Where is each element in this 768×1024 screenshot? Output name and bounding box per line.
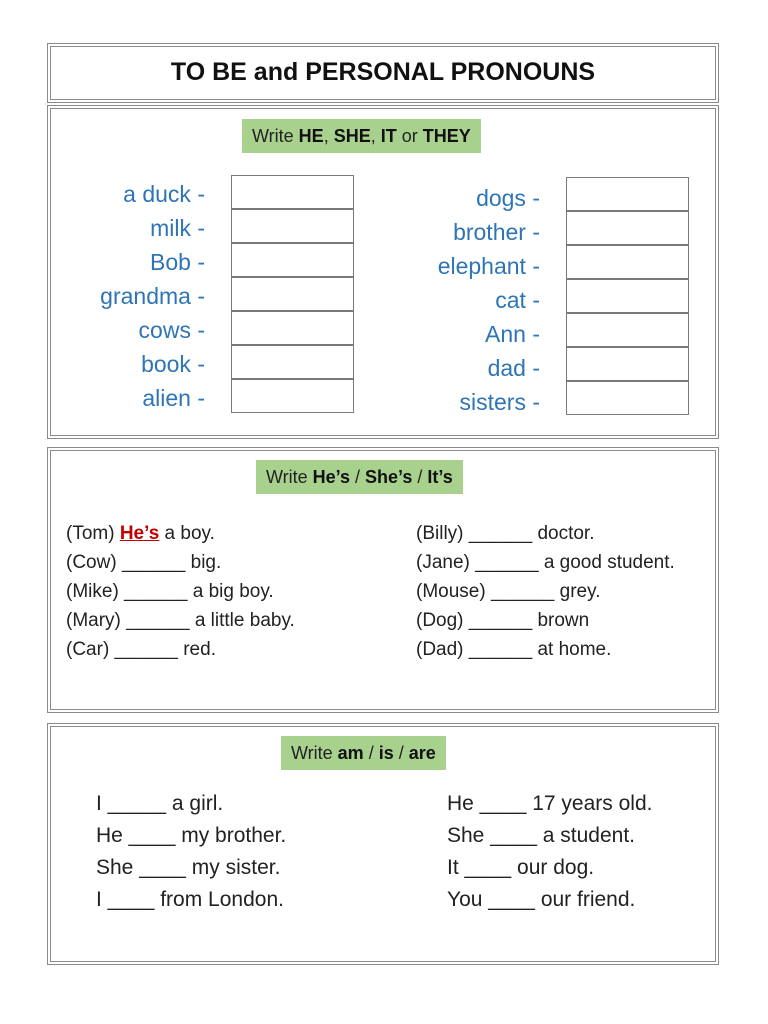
instruction-sep: / [393,743,409,763]
instruction-she: SHE [333,126,371,146]
exercise-sentence: You ____ our friend. [447,888,636,911]
contraction-section [50,450,716,710]
left-word: a duck - [123,181,205,207]
instruction-sep: / [412,467,428,487]
exercise-sentence: (Mary) ______ a little baby. [66,610,295,631]
exercise-sentence: (Mike) ______ a big boy. [66,581,274,602]
instruction-sep: or [396,126,423,146]
sentence-prefix: (Tom) [66,523,120,544]
exercise-sentence [66,519,215,548]
left-word: grandma - [100,283,205,309]
exercise-sentence: (Dad) ______ at home. [416,639,612,660]
to-be-instruction [281,736,446,770]
answer-box[interactable] [566,381,689,415]
instruction-they: THEY [422,126,471,146]
instruction-am: am [337,743,364,763]
instruction-sep: / [363,743,379,763]
answer-box[interactable] [231,345,354,379]
right-word: Ann - [485,321,540,347]
answer-box[interactable] [566,177,689,211]
exercise-sentence: (Billy) ______ doctor. [416,523,595,544]
answer-box[interactable] [566,313,689,347]
exercise-sentence: (Dog) ______ brown [416,610,590,631]
instruction-sep: , [323,126,334,146]
exercise-sentence: (Mouse) ______ grey. [416,581,601,602]
exercise-sentence: She ____ a student. [447,824,635,847]
answer-box[interactable] [566,245,689,279]
left-word: alien - [142,385,205,411]
exercise-sentence: I ____ from London. [96,888,284,911]
instruction-text: Write [252,126,299,146]
answer-box[interactable] [566,279,689,313]
contraction-instruction [256,460,463,494]
instruction-its: It’s [427,467,453,487]
right-word: cat - [495,287,540,313]
right-word: brother - [453,219,540,245]
instruction-he: HE [298,126,324,146]
answer-box[interactable] [231,379,354,413]
answer-box[interactable] [231,311,354,345]
worksheet-title: TO BE and PERSONAL PRONOUNS [170,58,596,86]
exercise-sentence: (Car) ______ red. [66,639,216,660]
exercise-sentence: I _____ a girl. [96,792,224,815]
title-box [50,46,716,100]
left-word: milk - [150,215,205,241]
answer-box[interactable] [231,209,354,243]
answer-box[interactable] [566,347,689,381]
exercise-sentence: It ____ our dog. [447,856,595,879]
left-word: Bob - [150,249,205,275]
answer-box[interactable] [566,211,689,245]
to-be-section [50,726,716,962]
answer-box[interactable] [231,277,354,311]
instruction-text: Write [266,467,313,487]
sentence-suffix: a boy. [159,523,215,544]
answer-box[interactable] [231,175,354,209]
instruction-text: Write [291,743,338,763]
right-word: elephant - [437,253,540,279]
answer-box[interactable] [231,243,354,277]
right-word: dad - [487,355,540,381]
pronoun-instruction [242,119,481,153]
exercise-sentence: He ____ 17 years old. [447,792,653,815]
instruction-sep: , [370,126,381,146]
right-word: dogs - [476,185,540,211]
example-answer: He’s [119,523,160,544]
exercise-sentence: (Cow) ______ big. [66,552,222,573]
instruction-hes: He’s [312,467,351,487]
instruction-is: is [378,743,394,763]
instruction-it: IT [380,126,397,146]
instruction-sep: / [350,467,366,487]
right-word: sisters - [459,389,540,415]
instruction-shes: She’s [365,467,413,487]
left-word: book - [141,351,205,377]
exercise-sentence: (Jane) ______ a good student. [416,552,675,573]
exercise-sentence: She ____ my sister. [96,856,281,879]
exercise-sentence: He ____ my brother. [96,824,287,847]
pronoun-section [50,108,716,436]
instruction-are: are [408,743,436,763]
left-word: cows - [138,317,205,343]
